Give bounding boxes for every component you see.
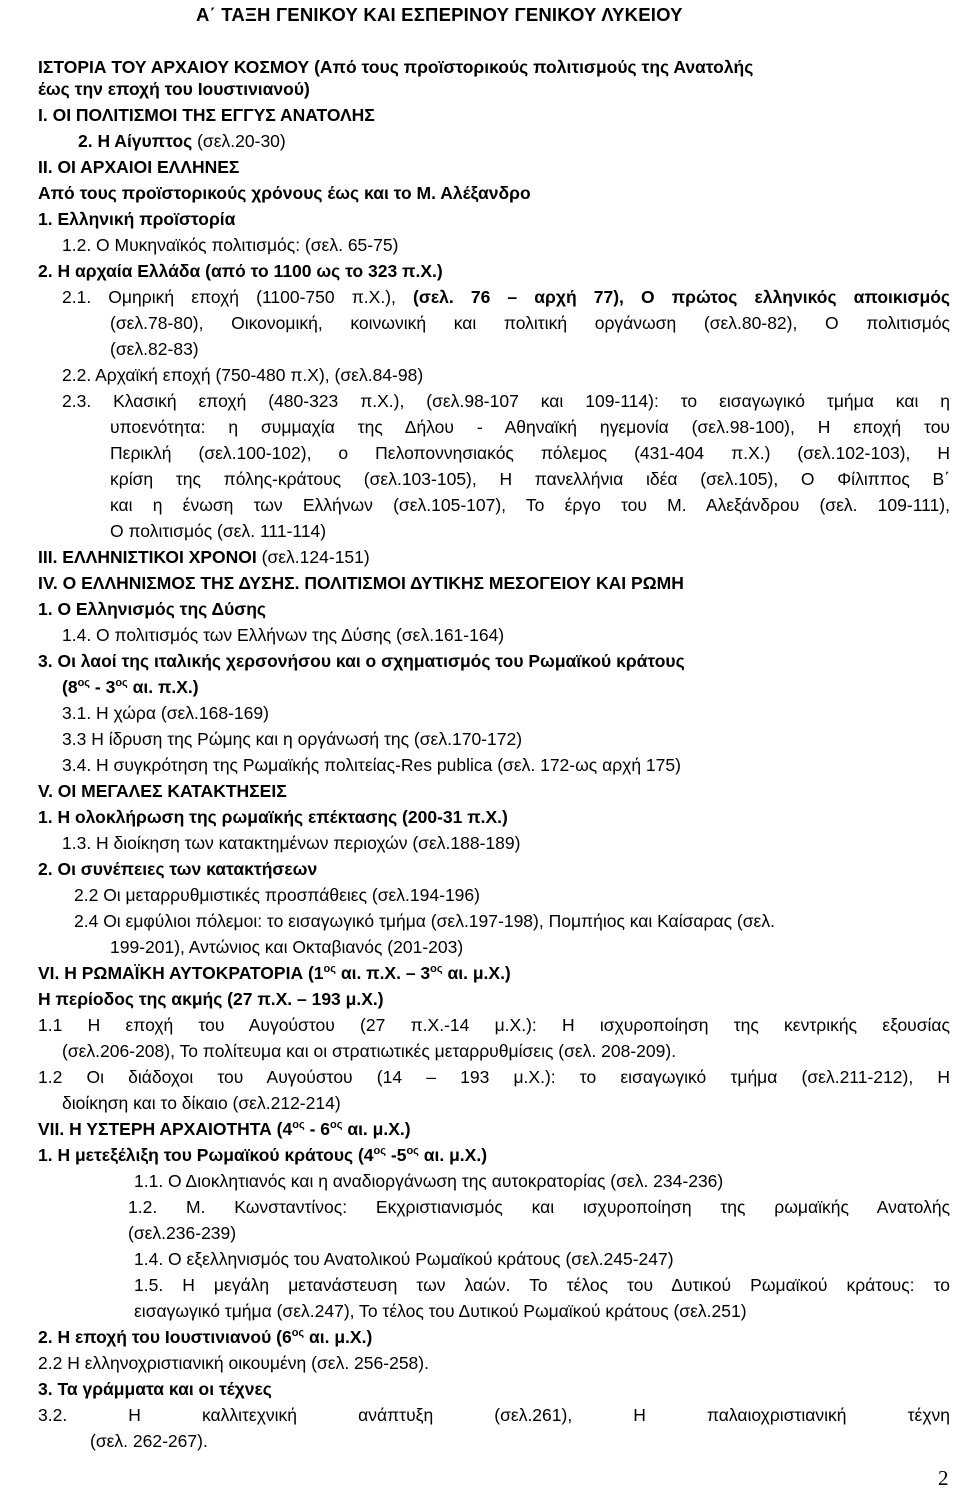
section-V-1-3: 1.3. Η διοίκηση των κατακτημένων περιοχών (σελ.188-189) bbox=[62, 833, 521, 853]
heading-part: 1. Η μετεξέλιξη του Ρωμαϊκού κράτους (4 bbox=[38, 1145, 374, 1165]
section-V-2-2: 2.2 Οι μεταρρυθμιστικές προσπάθειες (σελ.194-196) bbox=[74, 885, 480, 905]
heading-part: αι. μ.Χ.) bbox=[442, 963, 511, 983]
section-IV-3-4: 3.4. Η συγκρότηση της Ρωμαϊκής πολιτείας-Res publica (σελ. 172-ως αρχή 175) bbox=[62, 755, 681, 775]
subject-heading-line1: ΙΣΤΟΡΙΑ ΤΟΥ ΑΡΧΑΙΟΥ ΚΟΣΜΟΥ (Από τους προϊστορικούς πολιτισμούς της Ανατολής bbox=[38, 57, 754, 77]
section-II-2-1-title: 2.1. Ομηρική εποχή (1100-750 π.Χ.), bbox=[62, 287, 414, 307]
ordinal-suffix: ος bbox=[115, 677, 128, 690]
heading-part: -5 bbox=[386, 1145, 407, 1165]
section-II-2-3-title: 2.3. Κλασική εποχή (480-323 π.Χ.), bbox=[62, 391, 427, 411]
ordinal-suffix: ος bbox=[77, 677, 91, 690]
section-III-heading: ΙΙΙ. ΕΛΛΗΝΙΣΤΙΚΟΙ ΧΡΟΝΟΙ bbox=[38, 547, 262, 567]
section-VII-2-2: 2.2 Η ελληνοχριστιανική οικουμένη (σελ. 256-258). bbox=[38, 1353, 429, 1373]
section-III-pages: (σελ.124-151) bbox=[261, 547, 370, 567]
section-VII-3-2-line1: 3.2. Η καλλιτεχνική ανάπτυξη (σελ.261), Η παλαιοχριστιανική τέχνη bbox=[38, 1405, 950, 1425]
section-VI-1-1-line2: (σελ.206-208), Το πολίτευμα και οι στρατιωτικές μεταρρυθμίσεις (σελ. 208-209). bbox=[62, 1041, 677, 1061]
section-II-2-1-pages: (σελ. 76 – αρχή 77), Ο πρώτος ελληνικός αποικισμός bbox=[413, 287, 950, 307]
section-VI-period: Η περίοδος της ακμής (27 π.Χ. – 193 μ.Χ.) bbox=[38, 989, 384, 1009]
section-III bbox=[38, 546, 370, 568]
section-II-2-2: 2.2. Αρχαϊκή εποχή (750-480 π.Χ), (σελ.84-98) bbox=[62, 365, 424, 385]
ordinal-suffix: ος bbox=[291, 1327, 305, 1340]
subject-heading-line2: έως την εποχή του Ιουστινιανού) bbox=[38, 79, 310, 99]
section-IV-3-dates bbox=[62, 676, 199, 698]
section-I-2 bbox=[78, 130, 286, 152]
section-II-2-3-line1 bbox=[62, 390, 950, 412]
section-VII-heading bbox=[38, 1118, 411, 1140]
heading-part: αι. μ.Χ.) bbox=[418, 1145, 488, 1165]
ordinal-suffix: ος bbox=[330, 1119, 343, 1132]
section-V-1: 1. Η ολοκλήρωση της ρωμαϊκής επέκτασης (200-31 π.Χ.) bbox=[38, 807, 508, 827]
section-IV-1: 1. Ο Ελληνισμός της Δύσης bbox=[38, 599, 267, 619]
ordinal-suffix: ος bbox=[323, 963, 336, 976]
page-number: 2 bbox=[938, 1466, 949, 1490]
section-II-subtitle: Από τους προϊστορικούς χρόνους έως και το Μ. Αλέξανδρο bbox=[38, 183, 531, 203]
section-II-2-3-line4: κρίση της πόλης-κράτους (σελ.103-105), Η πανελλήνια ιδέα (σελ.105), Ο Φίλιππος Β΄ bbox=[110, 469, 950, 489]
section-II-1: 1. Ελληνική προϊστορία bbox=[38, 209, 236, 229]
section-II-2-1-line3: (σελ.82-83) bbox=[110, 339, 199, 359]
section-V-2-4-line1: 2.4 Οι εμφύλιοι πόλεμοι: το εισαγωγικό τμήμα (σελ.197-198), Πομπήιος και Καίσαρας (σελ. bbox=[74, 911, 775, 931]
section-IV-3-3: 3.3 Η ίδρυση της Ρώμης και η οργάνωσή της (σελ.170-172) bbox=[62, 729, 523, 749]
section-VII-1-5-line2: εισαγωγικό τμήμα (σελ.247), Το τέλος του Δυτικού Ρωμαϊκού κράτους (σελ.251) bbox=[134, 1301, 747, 1321]
heading-part: 2. Η εποχή του Ιουστινιανού (6 bbox=[38, 1327, 292, 1347]
section-V-2: 2. Οι συνέπειες των κατακτήσεων bbox=[38, 859, 318, 879]
heading-part: VI. Η ΡΩΜΑΪΚΗ ΑΥΤΟΚΡΑΤΟΡΙΑ (1 bbox=[38, 963, 324, 983]
section-V-heading: V. ΟΙ ΜΕΓΑΛΕΣ ΚΑΤΑΚΤΗΣΕΙΣ bbox=[38, 781, 287, 801]
heading-part: - 6 bbox=[304, 1119, 330, 1139]
section-VII-1-2-line2: (σελ.236-239) bbox=[128, 1223, 237, 1243]
section-II-2: 2. Η αρχαία Ελλάδα (από το 1100 ως το 323 π.Χ.) bbox=[38, 261, 443, 281]
heading-part: αι. μ.Χ.) bbox=[342, 1119, 411, 1139]
section-II-2-3-line5: και η ένωση των Ελλήνων (σελ.105-107), Το έργο του Μ. Αλεξάνδρου (σελ. 109-111), bbox=[110, 495, 950, 515]
ordinal-suffix: ος bbox=[292, 1119, 305, 1132]
heading-part: αι. μ.Χ.) bbox=[304, 1327, 373, 1347]
section-I-2-pages: (σελ.20-30) bbox=[197, 131, 286, 151]
section-II-1-2: 1.2. Ο Μυκηναϊκός πολιτισμός: (σελ. 65-75) bbox=[62, 235, 399, 255]
section-VII-3: 3. Τα γράμματα και οι τέχνες bbox=[38, 1379, 272, 1399]
section-IV-heading: IV. Ο ΕΛΛΗΝΙΣΜΟΣ ΤΗΣ ΔΥΣΗΣ. ΠΟΛΙΤΙΣΜΟΙ ΔΥΤΙΚΗΣ ΜΕΣΟΓΕΙΟΥ ΚΑΙ ΡΩΜΗ bbox=[38, 573, 684, 593]
page-title: Α΄ ΤΑΞΗ ΓΕΝΙΚΟΥ ΚΑΙ ΕΣΠΕΡΙΝΟΥ ΓΕΝΙΚΟΥ ΛΥΚΕΙΟΥ bbox=[196, 4, 683, 25]
ordinal-suffix: ος bbox=[430, 963, 443, 976]
date-start: (8 bbox=[62, 677, 78, 697]
heading-part: VII. Η ΥΣΤΕΡΗ ΑΡΧΑΙΟΤΗΤΑ (4 bbox=[38, 1119, 293, 1139]
section-VI-heading bbox=[38, 962, 511, 984]
section-V-2-4-line2: 199-201), Αντώνιος και Οκταβιανός (201-203) bbox=[110, 937, 464, 957]
section-II-2-3-line2: υποενότητα: η συμμαχία της Δήλου - Αθηναϊκή ηγεμονία (σελ.98-100), Η εποχή του bbox=[110, 417, 950, 437]
section-I-heading: Ι. ΟΙ ΠΟΛΙΤΙΣΜΟΙ ΤΗΣ ΕΓΓΥΣ ΑΝΑΤΟΛΗΣ bbox=[38, 105, 375, 125]
section-VII-1 bbox=[38, 1144, 487, 1166]
date-end: αι. π.Χ.) bbox=[127, 677, 199, 697]
section-II-2-1-line2: (σελ.78-80), Οικονομική, κοινωνική και πολιτική οργάνωση (σελ.80-82), Ο πολιτισμός bbox=[110, 313, 950, 333]
heading-part: αι. π.Χ. – 3 bbox=[335, 963, 431, 983]
date-sep: - 3 bbox=[90, 677, 116, 697]
section-VII-3-2-line2: (σελ. 262-267). bbox=[90, 1431, 208, 1451]
section-IV-1-4: 1.4. Ο πολιτισμός των Ελλήνων της Δύσης (σελ.161-164) bbox=[62, 625, 505, 645]
section-I-2-title: 2. Η Αίγυπτος bbox=[78, 131, 198, 151]
section-VI-1-2-line1: 1.2 Οι διάδοχοι του Αυγούστου (14 – 193 μ.Χ.): το εισαγωγικό τμήμα (σελ.211-212), Η bbox=[38, 1067, 950, 1087]
ordinal-suffix: ος bbox=[373, 1145, 386, 1158]
section-II-2-1-line1 bbox=[62, 286, 950, 308]
section-VI-1-1-line1: 1.1 Η εποχή του Αυγούστου (27 π.Χ.-14 μ.Χ.): Η ισχυροποίηση της κεντρικής εξουσίας bbox=[38, 1015, 950, 1035]
section-VII-1-5-line1: 1.5. Η μεγάλη μετανάστευση των λαών. Το τέλος του Δυτικού Ρωμαϊκού κράτους: το bbox=[134, 1275, 950, 1295]
ordinal-suffix: ος bbox=[406, 1145, 419, 1158]
section-IV-3-1: 3.1. Η χώρα (σελ.168-169) bbox=[62, 703, 269, 723]
section-IV-3: 3. Οι λαοί της ιταλικής χερσονήσου και ο σχηματισμός του Ρωμαϊκού κράτους bbox=[38, 651, 685, 671]
section-VII-1-4: 1.4. Ο εξελληνισμός του Ανατολικού Ρωμαϊκού κράτους (σελ.245-247) bbox=[134, 1249, 674, 1269]
section-VII-2 bbox=[38, 1326, 372, 1348]
section-VII-1-1: 1.1. Ο Διοκλητιανός και η αναδιοργάνωση της αυτοκρατορίας (σελ. 234-236) bbox=[134, 1171, 724, 1191]
section-VI-1-2-line2: διοίκηση και το δίκαιο (σελ.212-214) bbox=[62, 1093, 341, 1113]
section-II-heading: ΙΙ. ΟΙ ΑΡΧΑΙΟΙ ΕΛΛΗΝΕΣ bbox=[38, 157, 240, 177]
section-VII-1-2-line1: 1.2. Μ. Κωνσταντίνος: Εκχριστιανισμός και ισχυροποίηση της ρωμαϊκής Ανατολής bbox=[128, 1197, 950, 1217]
section-II-2-3-line3: Περικλή (σελ.100-102), ο Πελοποννησιακός πόλεμος (431-404 π.Χ.) (σελ.102-103), Η bbox=[110, 443, 950, 463]
section-II-2-3-line6: Ο πολιτισμός (σελ. 111-114) bbox=[110, 521, 327, 541]
section-II-2-3-pages: (σελ.98-107 και 109-114): το εισαγωγικό τμήμα και η bbox=[426, 391, 950, 411]
